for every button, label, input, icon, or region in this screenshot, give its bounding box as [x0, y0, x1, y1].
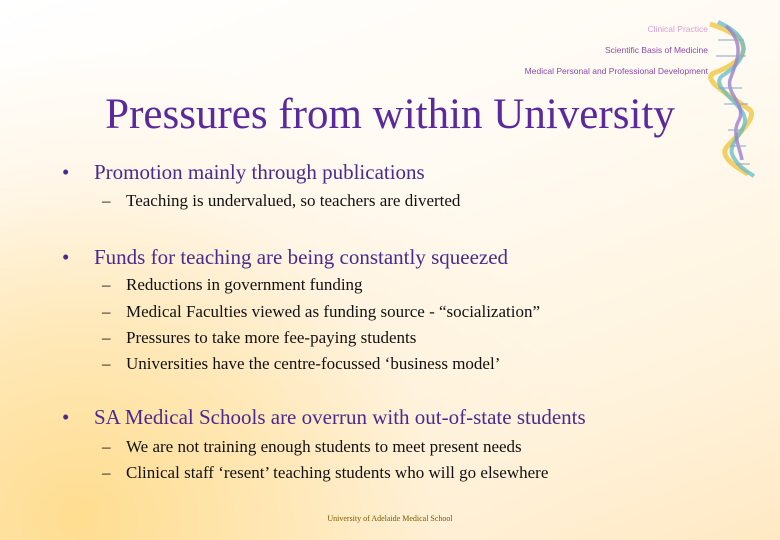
sub-item-text: Teaching is undervalued, so teachers are diverted	[126, 191, 461, 210]
header-link-scientific-basis[interactable]: Scientific Basis of Medicine	[605, 45, 708, 55]
sub-item	[102, 302, 540, 322]
bullet-section-3	[62, 405, 586, 430]
sub-item-text: We are not training enough students to meet present needs	[126, 437, 522, 456]
sub-marker: –	[102, 275, 111, 294]
sub-marker: –	[102, 354, 111, 373]
sub-item-text: Pressures to take more fee-paying students	[126, 328, 417, 347]
sub-item	[102, 437, 522, 457]
sub-item	[102, 328, 416, 348]
sub-item	[102, 463, 548, 483]
sub-item-text: Universities have the centre-focussed ‘business model’	[126, 354, 501, 373]
sub-item-text: Medical Faculties viewed as funding source - “socialization”	[126, 302, 540, 321]
sub-marker: –	[102, 463, 111, 482]
bullet-marker: •	[62, 405, 70, 429]
bullet-heading: Promotion mainly through publications	[94, 160, 425, 184]
page-title: Pressures from within University	[105, 91, 675, 138]
bullet-heading: Funds for teaching are being constantly squeezed	[94, 245, 509, 269]
bullet-heading: SA Medical Schools are overrun with out-of-state students	[94, 405, 586, 429]
sub-item-text: Clinical staff ‘resent’ teaching students who will go elsewhere	[126, 463, 549, 482]
bullet-marker: •	[62, 160, 70, 184]
sub-item-text: Reductions in government funding	[126, 275, 363, 294]
bullet-marker: •	[62, 245, 70, 269]
sub-marker: –	[102, 437, 111, 456]
sub-marker: –	[102, 191, 111, 210]
bullet-section-1	[62, 160, 425, 185]
sub-item	[102, 191, 460, 211]
sub-item	[102, 354, 500, 374]
sub-item	[102, 275, 363, 295]
bullet-section-2	[62, 245, 508, 270]
sub-marker: –	[102, 302, 111, 321]
sub-marker: –	[102, 328, 111, 347]
header-link-personal-development[interactable]: Medical Personal and Professional Development	[524, 66, 708, 76]
header-link-clinical-practice[interactable]: Clinical Practice	[647, 24, 708, 34]
footer-text: University of Adelaide Medical School	[327, 514, 453, 523]
